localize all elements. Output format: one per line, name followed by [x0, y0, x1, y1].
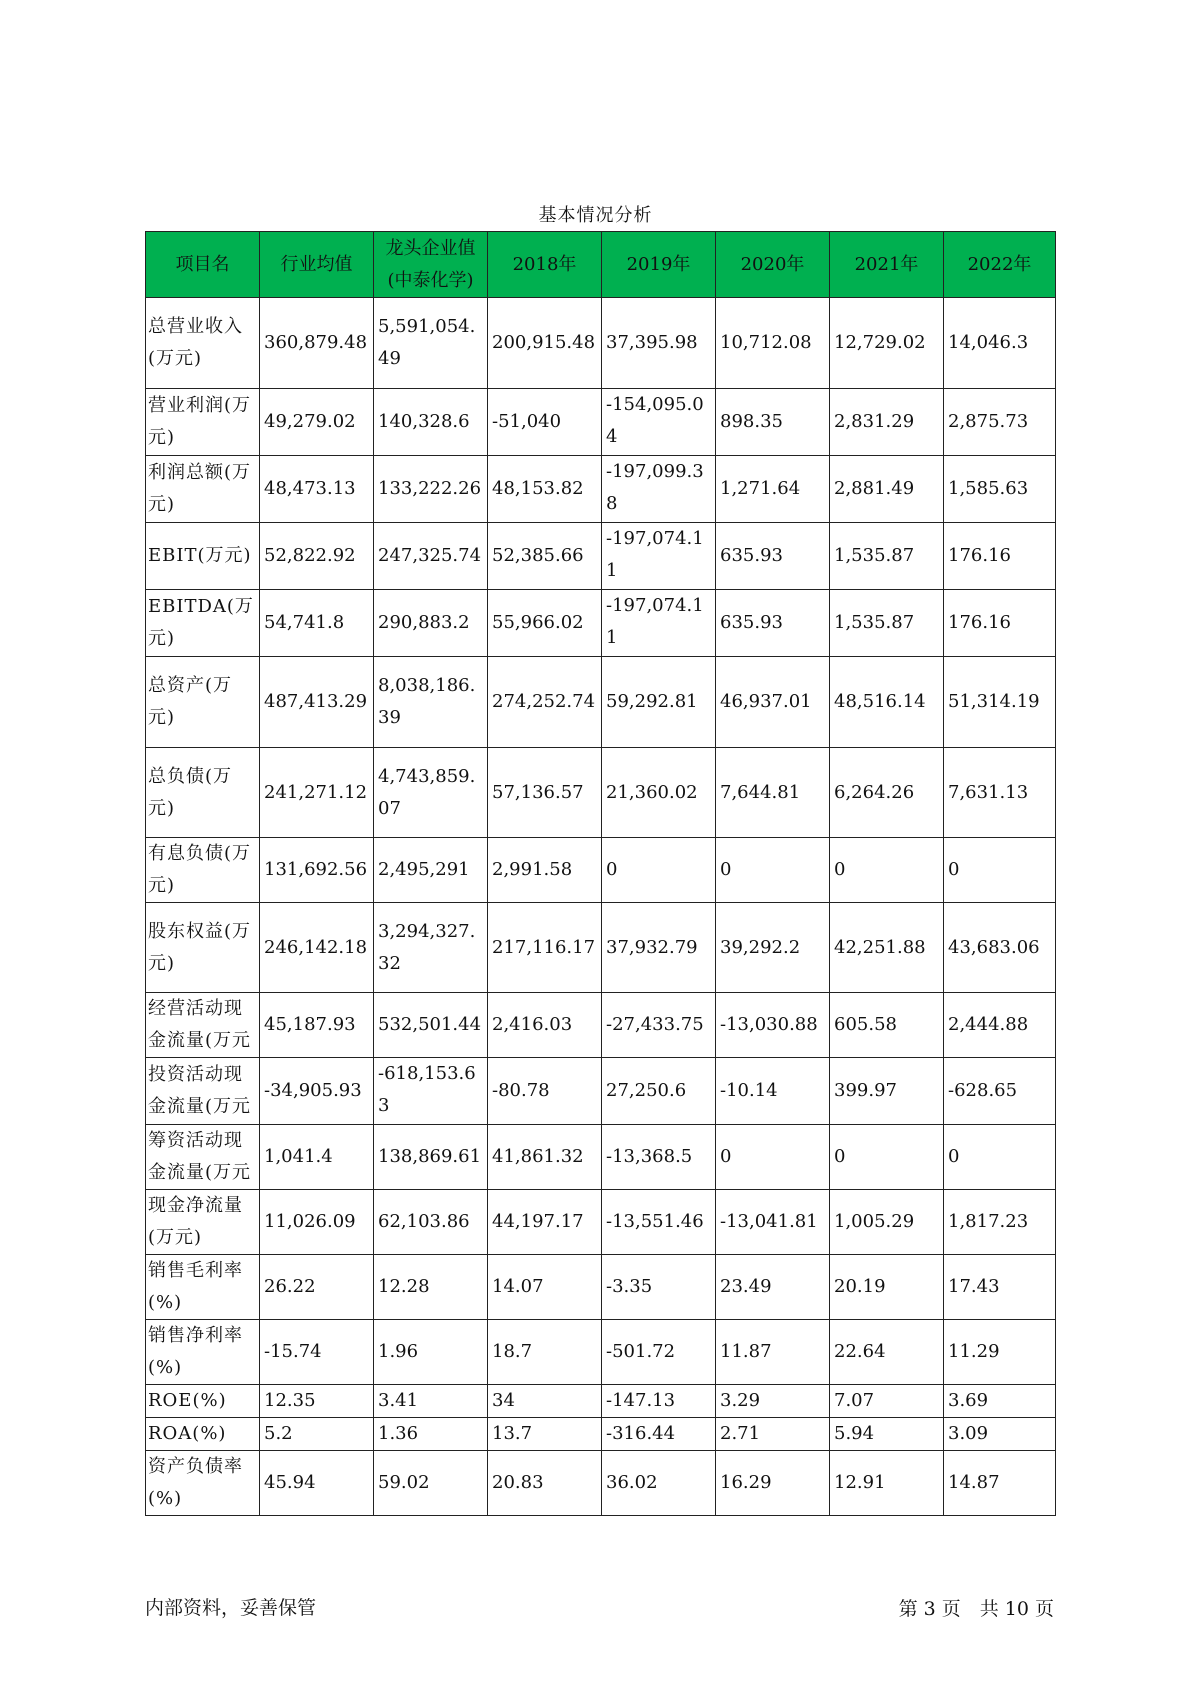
- table-cell: 6,264.26: [830, 748, 944, 838]
- table-cell: -34,905.93: [260, 1058, 374, 1125]
- table-cell: 49,279.02: [260, 389, 374, 456]
- table-cell: 1,041.4: [260, 1125, 374, 1190]
- table-cell: 7,644.81: [716, 748, 830, 838]
- table-cell: -13,551.46: [602, 1190, 716, 1255]
- table-cell: -13,030.88: [716, 993, 830, 1058]
- table-cell: 12,729.02: [830, 298, 944, 389]
- table-cell: 246,142.18: [260, 903, 374, 993]
- table-cell: -618,153.63: [374, 1058, 488, 1125]
- table-row: [146, 748, 1056, 838]
- table-cell: 14.07: [488, 1255, 602, 1320]
- table-cell: 138,869.61: [374, 1125, 488, 1190]
- table-cell: 898.35: [716, 389, 830, 456]
- table-cell: 0: [830, 838, 944, 903]
- table-cell: -197,074.11: [602, 523, 716, 590]
- table-cell: 42,251.88: [830, 903, 944, 993]
- table-cell: 290,883.2: [374, 590, 488, 657]
- table-cell: 26.22: [260, 1255, 374, 1320]
- table-cell: 0: [602, 838, 716, 903]
- table-cell: 10,712.08: [716, 298, 830, 389]
- table-cell: 8,038,186.39: [374, 657, 488, 748]
- table-row: [146, 1125, 1056, 1190]
- table-cell: 3.09: [944, 1418, 1056, 1451]
- table-cell: 34: [488, 1385, 602, 1418]
- table-cell: 39,292.2: [716, 903, 830, 993]
- table-cell: 57,136.57: [488, 748, 602, 838]
- table-cell: 5,591,054.49: [374, 298, 488, 389]
- table-cell: 176.16: [944, 590, 1056, 657]
- table-cell: -80.78: [488, 1058, 602, 1125]
- table-cell: 0: [944, 1125, 1056, 1190]
- table-cell: 2,875.73: [944, 389, 1056, 456]
- table-cell: 3.29: [716, 1385, 830, 1418]
- table-cell: 43,683.06: [944, 903, 1056, 993]
- row-label: ROE(%): [146, 1385, 260, 1418]
- table-cell: 36.02: [602, 1451, 716, 1516]
- table-cell: 11.87: [716, 1320, 830, 1385]
- row-label: 总资产(万元): [146, 657, 260, 748]
- table-cell: 1,817.23: [944, 1190, 1056, 1255]
- table-cell: -154,095.04: [602, 389, 716, 456]
- table-cell: -197,099.38: [602, 456, 716, 523]
- table-row: [146, 1320, 1056, 1385]
- table-row: [146, 1385, 1056, 1418]
- table-cell: 18.7: [488, 1320, 602, 1385]
- table-cell: 46,937.01: [716, 657, 830, 748]
- table-cell: -501.72: [602, 1320, 716, 1385]
- table-cell: 41,861.32: [488, 1125, 602, 1190]
- table-row: [146, 657, 1056, 748]
- header-cell-2021: 2021年: [830, 232, 944, 298]
- table-cell: 247,325.74: [374, 523, 488, 590]
- footer-confidential-note: 内部资料，妥善保管: [145, 1597, 317, 1619]
- row-label: 营业利润(万元): [146, 389, 260, 456]
- table-cell: 635.93: [716, 590, 830, 657]
- table-cell: 3,294,327.32: [374, 903, 488, 993]
- table-cell: 1.96: [374, 1320, 488, 1385]
- table-cell: -10.14: [716, 1058, 830, 1125]
- table-row: [146, 1190, 1056, 1255]
- table-cell: 217,116.17: [488, 903, 602, 993]
- table-cell: 1,535.87: [830, 523, 944, 590]
- row-label: ROA(%): [146, 1418, 260, 1451]
- table-cell: 52,822.92: [260, 523, 374, 590]
- table-cell: 2.71: [716, 1418, 830, 1451]
- table-cell: -51,040: [488, 389, 602, 456]
- table-cell: 274,252.74: [488, 657, 602, 748]
- basic-analysis-table: [145, 231, 1056, 1516]
- row-label: 投资活动现金流量(万元: [146, 1058, 260, 1125]
- table-cell: 0: [944, 838, 1056, 903]
- table-cell: 532,501.44: [374, 993, 488, 1058]
- table-cell: -13,041.81: [716, 1190, 830, 1255]
- table-cell: 1,271.64: [716, 456, 830, 523]
- table-cell: 635.93: [716, 523, 830, 590]
- table-cell: 11.29: [944, 1320, 1056, 1385]
- table-row: [146, 1255, 1056, 1320]
- table-cell: 3.41: [374, 1385, 488, 1418]
- table-row: [146, 590, 1056, 657]
- table-cell: 59.02: [374, 1451, 488, 1516]
- table-cell: 2,991.58: [488, 838, 602, 903]
- row-label: 股东权益(万元): [146, 903, 260, 993]
- table-cell: 0: [716, 838, 830, 903]
- table-cell: 0: [716, 1125, 830, 1190]
- table-cell: 14.87: [944, 1451, 1056, 1516]
- footer-page-number: 第 3 页 共 10 页: [898, 1598, 1054, 1620]
- table-cell: 13.7: [488, 1418, 602, 1451]
- table-cell: -147.13: [602, 1385, 716, 1418]
- table-cell: 131,692.56: [260, 838, 374, 903]
- table-title: 基本情况分析: [538, 205, 653, 226]
- table-cell: 23.49: [716, 1255, 830, 1320]
- table-row: [146, 903, 1056, 993]
- row-label: 经营活动现金流量(万元: [146, 993, 260, 1058]
- table-cell: 27,250.6: [602, 1058, 716, 1125]
- table-cell: 176.16: [944, 523, 1056, 590]
- table-cell: 52,385.66: [488, 523, 602, 590]
- table-cell: 1,585.63: [944, 456, 1056, 523]
- table-row: [146, 1058, 1056, 1125]
- table-cell: 3.69: [944, 1385, 1056, 1418]
- table-cell: 22.64: [830, 1320, 944, 1385]
- table-row: [146, 993, 1056, 1058]
- table-cell: 11,026.09: [260, 1190, 374, 1255]
- table-cell: 20.83: [488, 1451, 602, 1516]
- table-cell: -3.35: [602, 1255, 716, 1320]
- table-cell: 45.94: [260, 1451, 374, 1516]
- table-cell: -27,433.75: [602, 993, 716, 1058]
- table-cell: 5.2: [260, 1418, 374, 1451]
- table-cell: -628.65: [944, 1058, 1056, 1125]
- table-cell: 2,444.88: [944, 993, 1056, 1058]
- table-cell: 7,631.13: [944, 748, 1056, 838]
- header-cell-2018: 2018年: [488, 232, 602, 298]
- row-label: 销售净利率(%): [146, 1320, 260, 1385]
- header-cell-leader: 龙头企业值(中泰化学): [374, 232, 488, 298]
- table-row: [146, 298, 1056, 389]
- table-cell: 7.07: [830, 1385, 944, 1418]
- table-cell: 140,328.6: [374, 389, 488, 456]
- row-label: 资产负债率(%): [146, 1451, 260, 1516]
- table-cell: 62,103.86: [374, 1190, 488, 1255]
- table-cell: 1.36: [374, 1418, 488, 1451]
- table-cell: 12.91: [830, 1451, 944, 1516]
- table-cell: 200,915.48: [488, 298, 602, 389]
- table-cell: 45,187.93: [260, 993, 374, 1058]
- row-label: 利润总额(万元): [146, 456, 260, 523]
- table-cell: 55,966.02: [488, 590, 602, 657]
- table-cell: 4,743,859.07: [374, 748, 488, 838]
- table-cell: 48,516.14: [830, 657, 944, 748]
- table-cell: 0: [830, 1125, 944, 1190]
- table-cell: 241,271.12: [260, 748, 374, 838]
- table-cell: 48,473.13: [260, 456, 374, 523]
- table-cell: 44,197.17: [488, 1190, 602, 1255]
- table-cell: 17.43: [944, 1255, 1056, 1320]
- table-cell: 14,046.3: [944, 298, 1056, 389]
- table-cell: -197,074.11: [602, 590, 716, 657]
- table-row: [146, 1418, 1056, 1451]
- table-cell: 605.58: [830, 993, 944, 1058]
- header-cell-item: 项目名: [146, 232, 260, 298]
- table-cell: 2,831.29: [830, 389, 944, 456]
- table-cell: 1,535.87: [830, 590, 944, 657]
- row-label: 销售毛利率(%): [146, 1255, 260, 1320]
- table-cell: 133,222.26: [374, 456, 488, 523]
- header-cell-2019: 2019年: [602, 232, 716, 298]
- header-cell-industry-avg: 行业均值: [260, 232, 374, 298]
- row-label: 现金净流量(万元): [146, 1190, 260, 1255]
- table-cell: 12.35: [260, 1385, 374, 1418]
- table-cell: 487,413.29: [260, 657, 374, 748]
- table-cell: 360,879.48: [260, 298, 374, 389]
- table-cell: -13,368.5: [602, 1125, 716, 1190]
- table-row: [146, 523, 1056, 590]
- table-cell: -316.44: [602, 1418, 716, 1451]
- table-cell: 54,741.8: [260, 590, 374, 657]
- row-label: EBITDA(万元): [146, 590, 260, 657]
- table-cell: 5.94: [830, 1418, 944, 1451]
- table-cell: 2,416.03: [488, 993, 602, 1058]
- table-row: [146, 456, 1056, 523]
- table-cell: -15.74: [260, 1320, 374, 1385]
- row-label: 有息负债(万元): [146, 838, 260, 903]
- table-row: [146, 838, 1056, 903]
- table-cell: 59,292.81: [602, 657, 716, 748]
- table-row: [146, 1451, 1056, 1516]
- table-cell: 51,314.19: [944, 657, 1056, 748]
- table-header-row: [146, 232, 1056, 298]
- table-cell: 37,395.98: [602, 298, 716, 389]
- table-cell: 1,005.29: [830, 1190, 944, 1255]
- row-label: 筹资活动现金流量(万元: [146, 1125, 260, 1190]
- table-cell: 16.29: [716, 1451, 830, 1516]
- table-cell: 37,932.79: [602, 903, 716, 993]
- table-cell: 2,881.49: [830, 456, 944, 523]
- header-cell-2022: 2022年: [944, 232, 1056, 298]
- header-cell-2020: 2020年: [716, 232, 830, 298]
- table-cell: 399.97: [830, 1058, 944, 1125]
- row-label: 总营业收入(万元): [146, 298, 260, 389]
- table-row: [146, 389, 1056, 456]
- row-label: EBIT(万元): [146, 523, 260, 590]
- table-cell: 20.19: [830, 1255, 944, 1320]
- table-cell: 48,153.82: [488, 456, 602, 523]
- table-cell: 2,495,291: [374, 838, 488, 903]
- table-cell: 21,360.02: [602, 748, 716, 838]
- table-cell: 12.28: [374, 1255, 488, 1320]
- row-label: 总负债(万元): [146, 748, 260, 838]
